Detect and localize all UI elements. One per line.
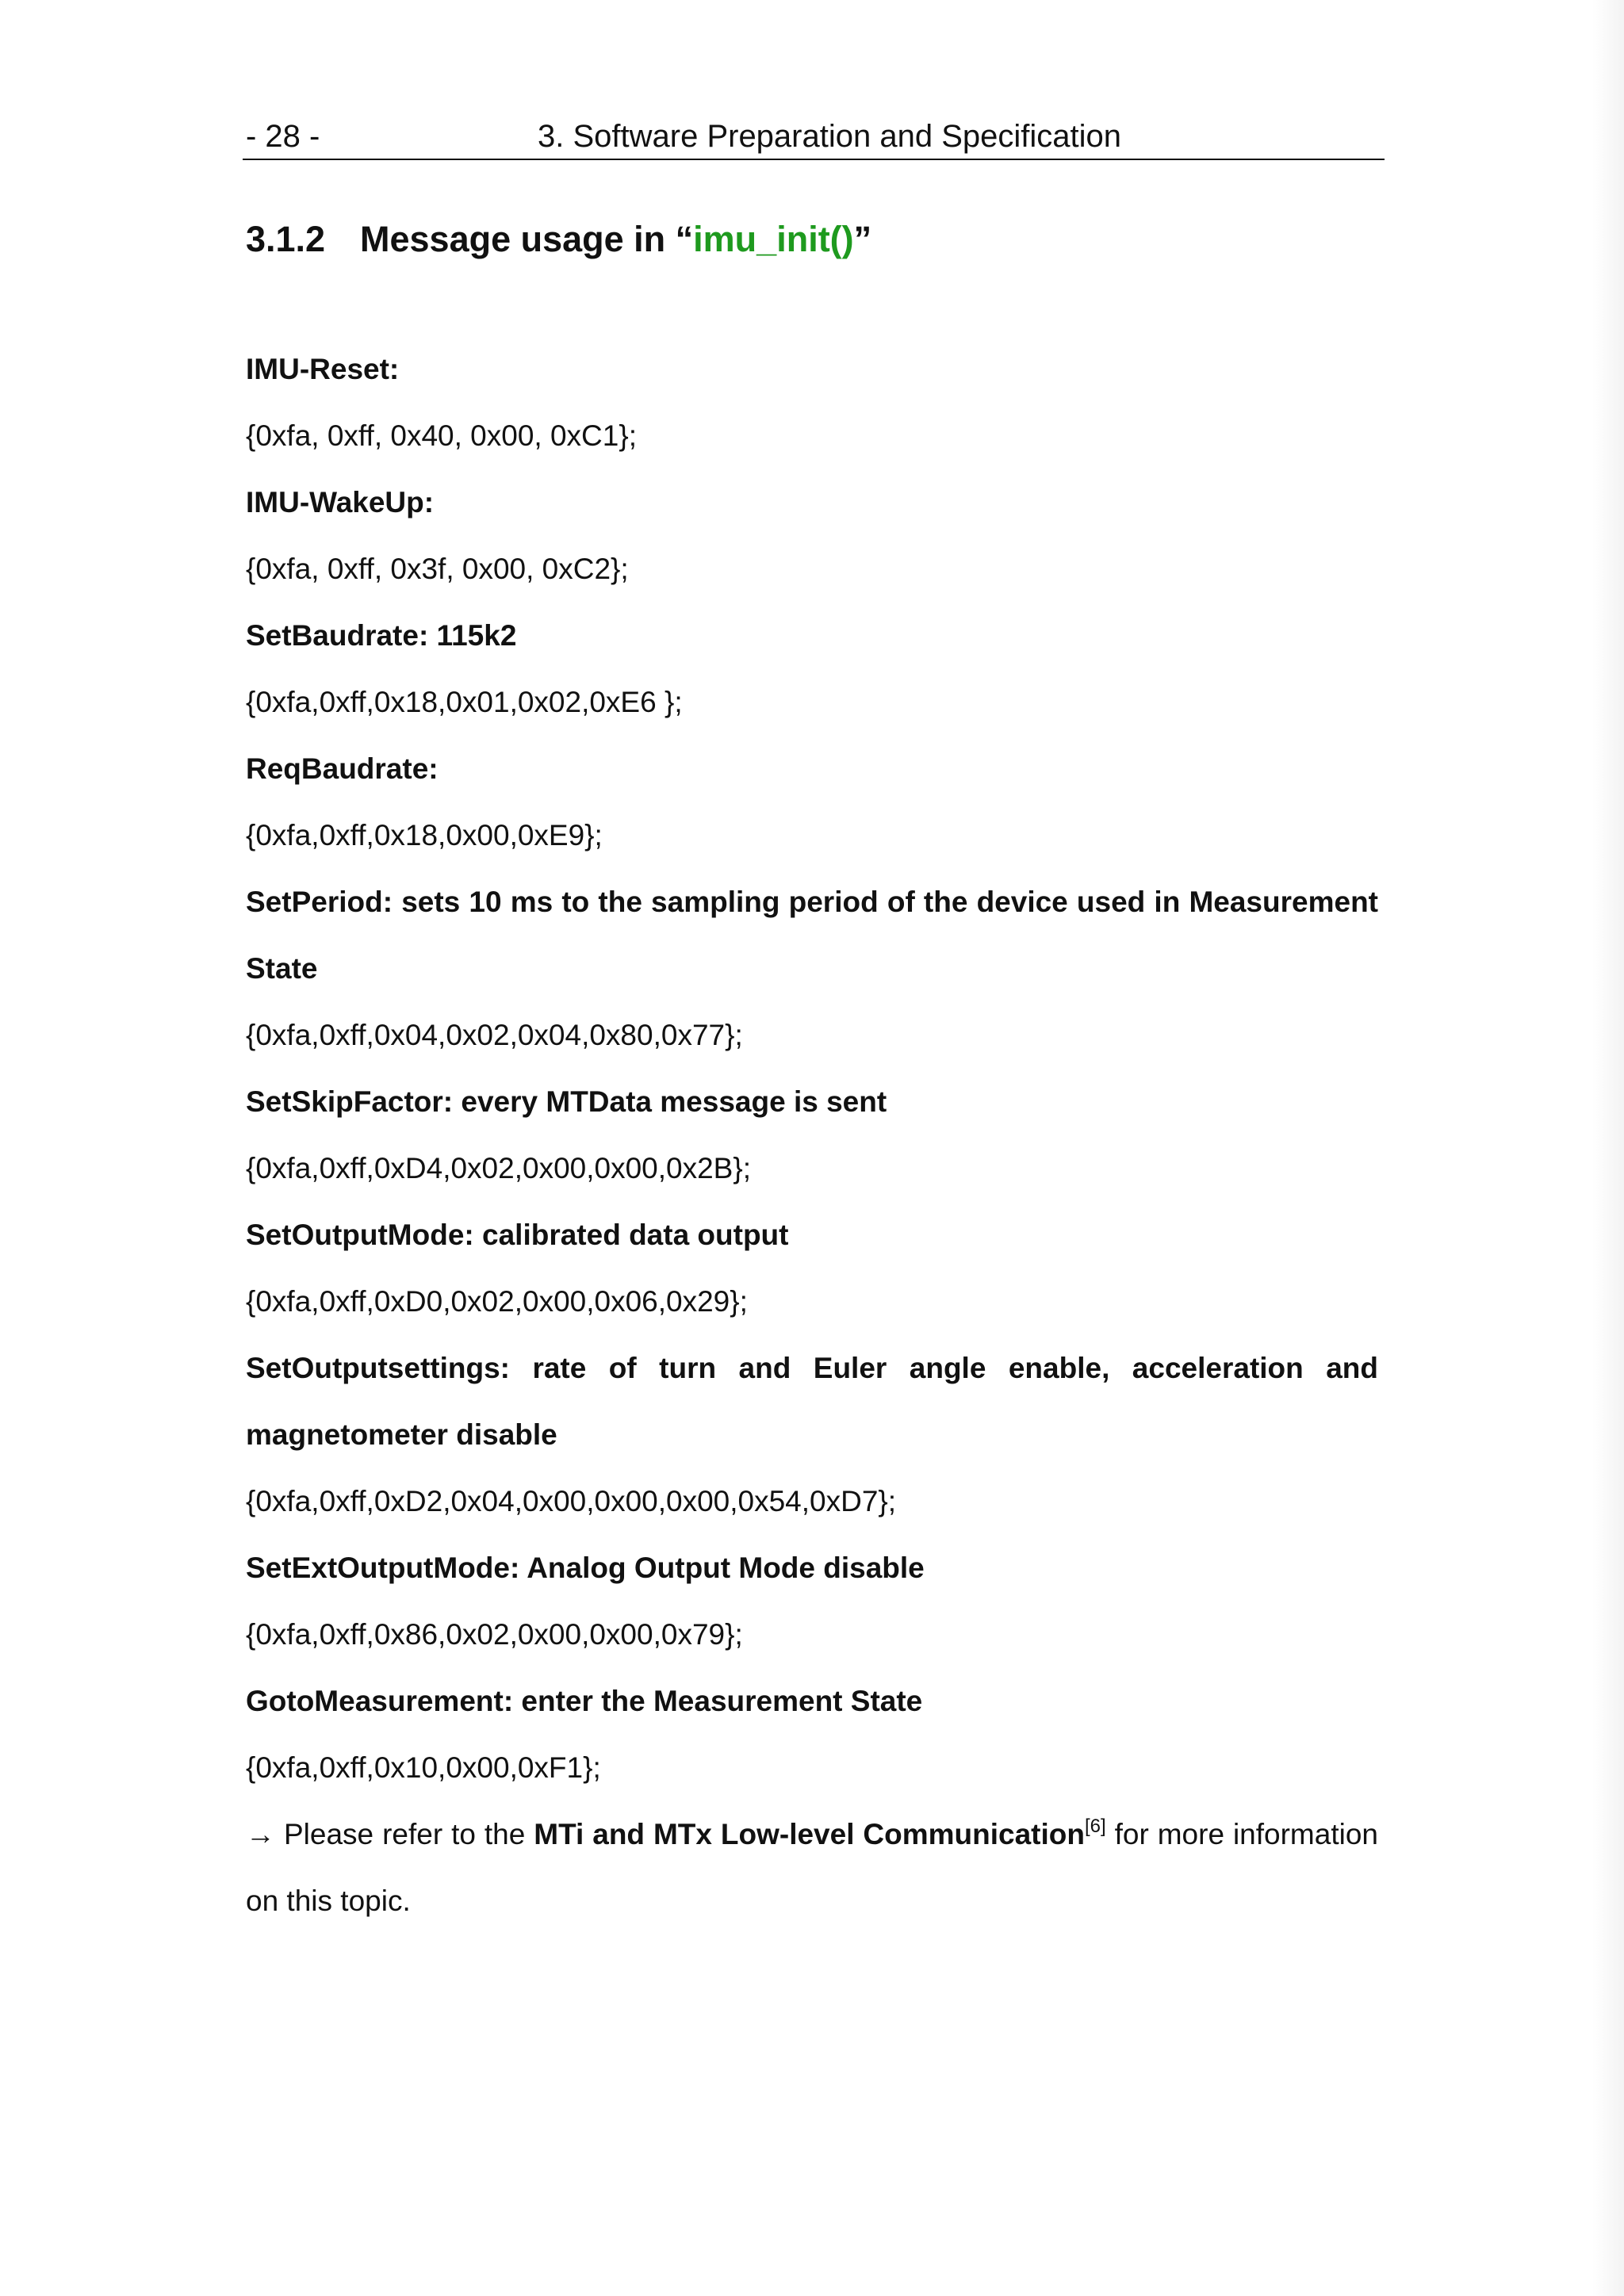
- message-code: {0xfa,0xff,0x04,0x02,0x04,0x80,0x77};: [246, 1019, 743, 1051]
- message-label: SetExtOutputMode: Analog Output Mode disable: [246, 1552, 925, 1584]
- message-code: {0xfa,0xff,0xD4,0x02,0x00,0x00,0x2B};: [246, 1152, 751, 1184]
- section-title-suffix: ”: [853, 219, 872, 259]
- reference-text-before: Please refer to the: [284, 1818, 526, 1850]
- page-number: - 28 -: [246, 119, 320, 154]
- message-label: SetPeriod: sets 10 ms to the sampling period of the device used in Measurement State: [246, 886, 1378, 985]
- message-code: {0xfa,0xff,0x86,0x02,0x00,0x00,0x79};: [246, 1618, 743, 1651]
- message-label: GotoMeasurement: enter the Measurement State: [246, 1685, 923, 1717]
- section-title-prefix: Message usage in “: [360, 219, 694, 259]
- message-label: IMU-WakeUp:: [246, 486, 435, 519]
- message-code: {0xfa,0xff,0xD0,0x02,0x00,0x06,0x29};: [246, 1285, 748, 1318]
- citation-marker: [6]: [1084, 1815, 1106, 1837]
- page-edge-shade: [1592, 0, 1624, 2296]
- message-code: {0xfa,0xff,0x10,0x00,0xF1};: [246, 1751, 601, 1784]
- running-header: [243, 116, 1385, 160]
- message-label: SetOutputsettings: rate of turn and Euler angle enable, acceleration and magnetometer disable: [246, 1352, 1378, 1451]
- reference-document-title: MTi and MTx Low-level Communication: [534, 1818, 1085, 1850]
- message-label: ReqBaudrate:: [246, 752, 439, 785]
- message-label: SetOutputMode: calibrated data output: [246, 1219, 789, 1251]
- message-code: {0xfa,0xff,0xD2,0x04,0x00,0x00,0x00,0x54,0xD7};: [246, 1485, 897, 1517]
- chapter-title: 3. Software Preparation and Specification: [538, 119, 1121, 154]
- section-heading: [246, 216, 871, 263]
- message-code: {0xfa, 0xff, 0x40, 0x00, 0xC1};: [246, 419, 637, 452]
- message-code: {0xfa,0xff,0x18,0x01,0x02,0xE6 };: [246, 686, 683, 718]
- message-label: SetBaudrate: 115k2: [246, 619, 517, 652]
- message-code: {0xfa,0xff,0x18,0x00,0xE9};: [246, 819, 603, 851]
- section-title-code: imu_init(): [693, 219, 854, 259]
- section-number: 3.1.2: [246, 219, 326, 259]
- message-label: IMU-Reset:: [246, 353, 400, 385]
- message-label: SetSkipFactor: every MTData message is sent: [246, 1085, 887, 1118]
- message-code: {0xfa, 0xff, 0x3f, 0x00, 0xC2};: [246, 553, 629, 585]
- arrow-icon: →: [246, 1818, 275, 1850]
- message-list: [246, 336, 1378, 1934]
- reference-note: [246, 1801, 1378, 1934]
- reference-text-after: for more information on this topic.: [246, 1818, 1378, 1917]
